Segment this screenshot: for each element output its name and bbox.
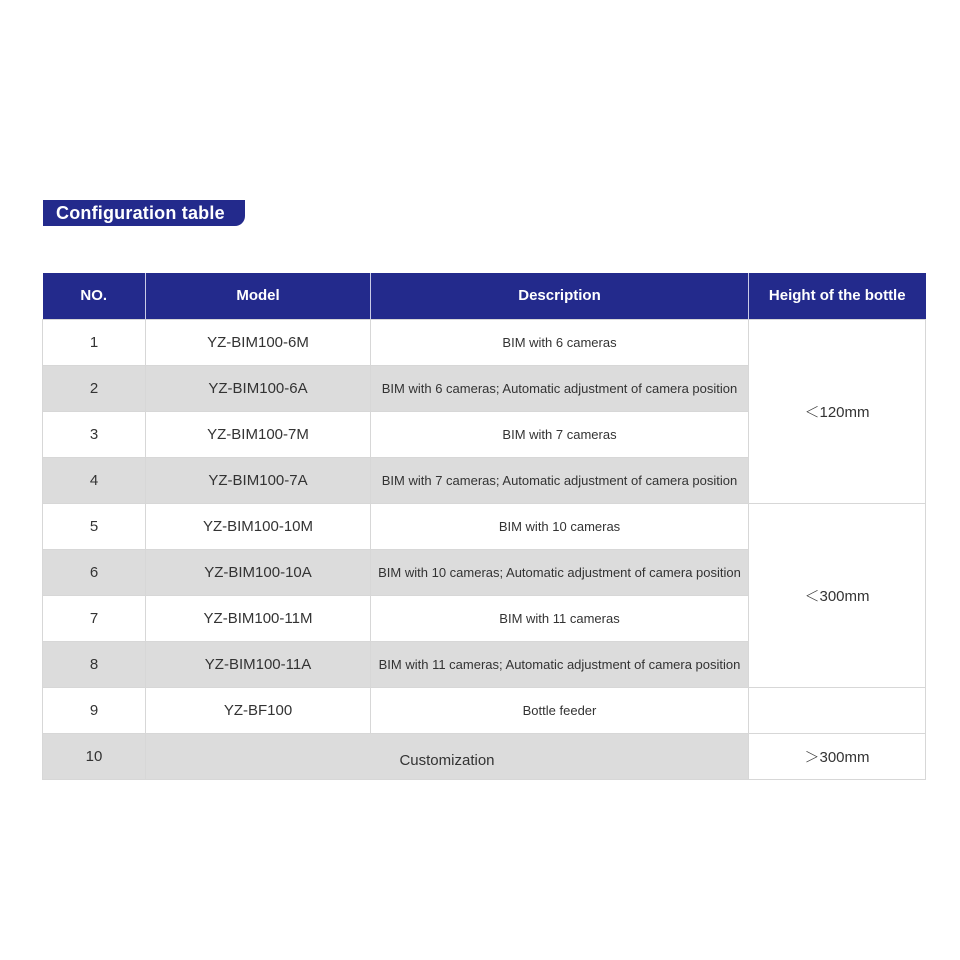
- configuration-table: [42, 273, 926, 780]
- cell-no: 9: [43, 687, 146, 733]
- cell-description: BIM with 10 cameras: [371, 503, 749, 549]
- cell-height-group-2: ＜300mm: [749, 503, 926, 687]
- table-row: [43, 733, 926, 779]
- cell-model: YZ-BIM100-10M: [146, 503, 371, 549]
- cell-description: BIM with 6 cameras: [371, 319, 749, 365]
- cell-no: 8: [43, 641, 146, 687]
- cell-model: YZ-BIM100-10A: [146, 549, 371, 595]
- header-description: Description: [371, 273, 749, 319]
- cell-no: 10: [43, 733, 146, 779]
- section-title: Configuration table: [43, 200, 245, 226]
- header-height: Height of the bottle: [749, 273, 926, 319]
- cell-model: YZ-BF100: [146, 687, 371, 733]
- cell-model: YZ-BIM100-11M: [146, 595, 371, 641]
- cell-description: BIM with 7 cameras: [371, 411, 749, 457]
- header-model: Model: [146, 273, 371, 319]
- table-row: [43, 687, 926, 733]
- cell-no: 7: [43, 595, 146, 641]
- cell-no: 5: [43, 503, 146, 549]
- cell-description: BIM with 6 cameras; Automatic adjustment of camera position: [371, 365, 749, 411]
- header-no: NO.: [43, 273, 146, 319]
- cell-description: BIM with 11 cameras: [371, 595, 749, 641]
- cell-no: 4: [43, 457, 146, 503]
- cell-no: 6: [43, 549, 146, 595]
- cell-description: BIM with 11 cameras; Automatic adjustment of camera position: [371, 641, 749, 687]
- cell-no: 1: [43, 319, 146, 365]
- table-row: [43, 503, 926, 549]
- table-row: [43, 319, 926, 365]
- cell-model: YZ-BIM100-11A: [146, 641, 371, 687]
- cell-model: YZ-BIM100-7A: [146, 457, 371, 503]
- cell-no: 3: [43, 411, 146, 457]
- cell-model: YZ-BIM100-6M: [146, 319, 371, 365]
- cell-customization: Customization: [146, 733, 749, 779]
- cell-description: Bottle feeder: [371, 687, 749, 733]
- table-header-row: [43, 273, 926, 319]
- cell-model: YZ-BIM100-7M: [146, 411, 371, 457]
- cell-height-group-4: ＞300mm: [749, 733, 926, 779]
- cell-height-group-3: [749, 687, 926, 733]
- cell-description: BIM with 7 cameras; Automatic adjustment of camera position: [371, 457, 749, 503]
- cell-no: 2: [43, 365, 146, 411]
- cell-height-group-1: ＜120mm: [749, 319, 926, 503]
- cell-model: YZ-BIM100-6A: [146, 365, 371, 411]
- cell-description: BIM with 10 cameras; Automatic adjustment of camera position: [371, 549, 749, 595]
